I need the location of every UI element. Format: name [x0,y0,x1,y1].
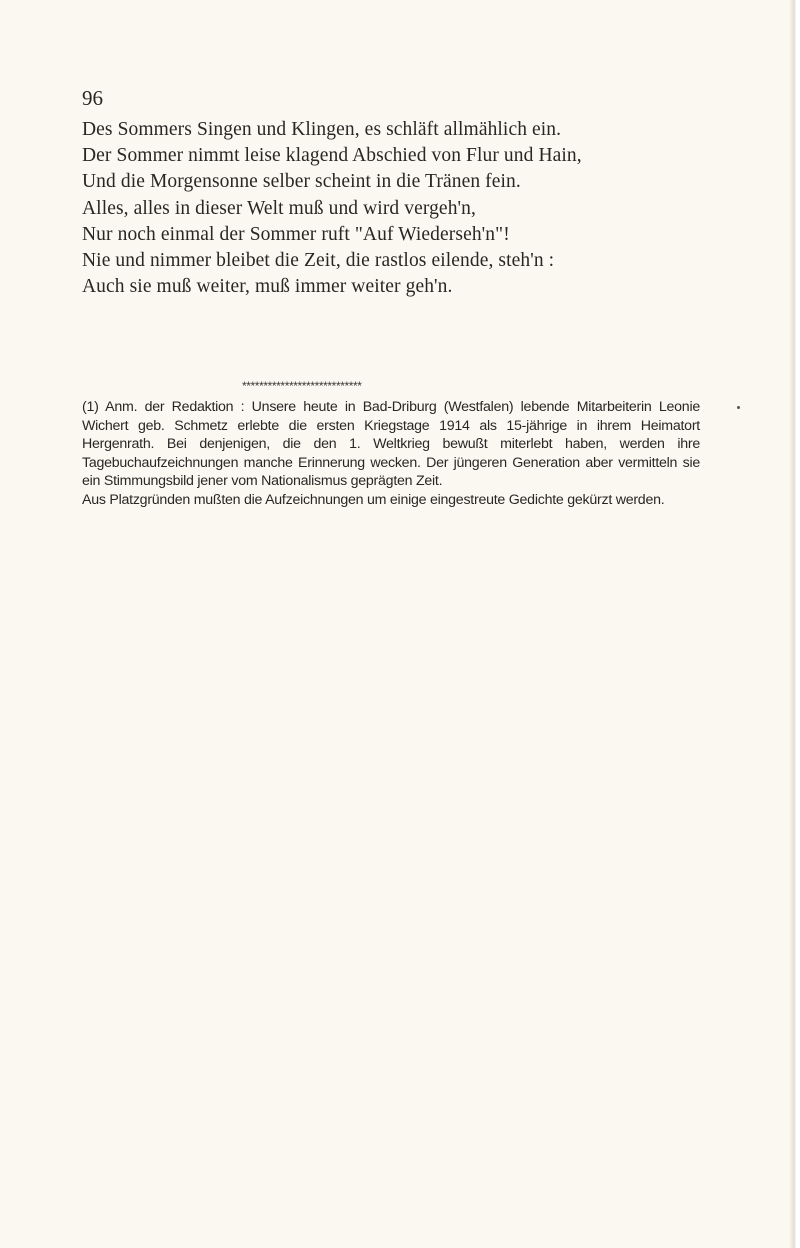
margin-speck [737,406,740,409]
page-edge [790,0,800,1248]
footnote-paragraph: (1) Anm. der Redaktion : Unsere heute in Bad-Driburg (Westfalen) lebende Mitarbeiterin Leonie Wichert geb. Schmetz erlebte die ersten Kriegstage 1914 als 15-jährige in ihrem Heimatort Hergenrath. Bei denjenigen, die den 1. Weltkrieg bewußt miterlebt haben, werden ihre Tagebuchaufzeichnungen manche Erinnerung wecken. Der jüngeren Generation aber vermitteln sie ein Stimmungsbild jener vom Nationalismus geprägten Zeit. [82,399,700,490]
poem-line: Der Sommer nimmt leise klagend Abschied von Flur und Hain, [82,145,582,167]
poem-line: Nie und nimmer bleibet die Zeit, die rastlos eilende, steh'n : [82,250,555,272]
poem-line: Und die Morgensonne selber scheint in die Tränen fein. [82,171,521,193]
poem [82,117,582,300]
poem-line: Des Sommers Singen und Klingen, es schläft allmählich ein. [82,119,562,140]
section-separator: **************************** [242,379,362,393]
footnote-paragraph: Aus Platzgründen mußten die Aufzeichnungen um einige eingestreute Gedichte gekürzt werden. [82,491,665,508]
poem-line: Nur noch einmal der Sommer ruft "Auf Wiederseh'n"! [82,223,510,245]
poem-line: Auch sie muß weiter, muß immer weiter geh'n. [82,276,453,298]
poem-line: Alles, alles in dieser Welt muß und wird vergeh'n, [82,197,476,219]
editorial-footnote [82,398,700,510]
page-number: 96 [82,86,103,110]
